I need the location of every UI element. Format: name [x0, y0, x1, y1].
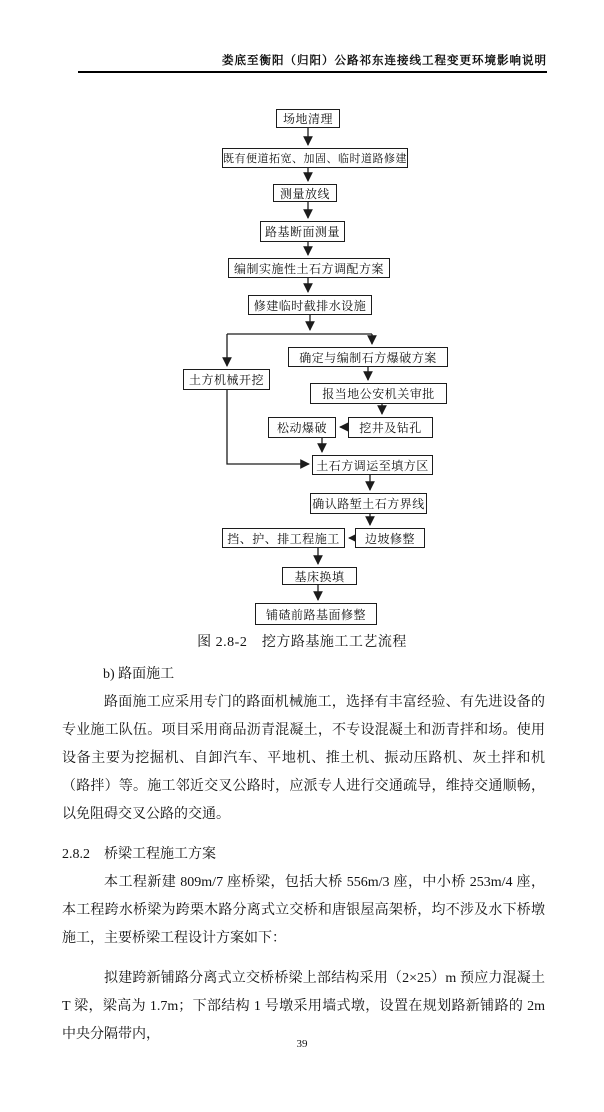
flow-step-access-road-widening: 既有便道拓宽、加固、临时道路修建	[222, 148, 408, 168]
flow-step-slope-trimming: 边坡修整	[355, 528, 425, 548]
paragraph-bridge-design: 拟建跨新铺路分离式立交桥桥梁上部结构采用（2×25）m 预应力混凝土 T 梁，梁高为 1.7m；下部结构 1 号墩采用墙式墩，设置在规划路新铺路的 2m 中央分隔带内，	[62, 971, 545, 1042]
flow-step-temp-drainage-works: 修建临时截排水设施	[248, 295, 372, 315]
section-heading-pavement: b) 路面施工	[103, 667, 175, 682]
page-number: 39	[296, 1038, 308, 1050]
figure-caption: 图 2.8-2 挖方路基施工工艺流程	[197, 635, 407, 650]
flow-step-earthwork-hauling: 土石方调运至填方区	[312, 455, 433, 475]
flow-step-pre-ballast-surface-trim: 铺碴前路基面修整	[255, 603, 377, 625]
document-header-title: 娄底至衡阳（归阳）公路祁东连接线工程变更环境影响说明	[222, 55, 547, 67]
flow-step-retaining-drainage-works: 挡、护、排工程施工	[222, 528, 345, 548]
flow-step-survey-layout: 测量放线	[273, 184, 337, 202]
flow-step-cutting-boundary-confirm: 确认路堑土石方界线	[310, 493, 427, 514]
flow-step-loosening-blast: 松动爆破	[268, 417, 336, 438]
paragraph-pavement-construction: 路面施工应采用专门的路面机械施工，选择有丰富经验、有先进设备的专业施工队伍。项目采用商品沥青混凝土，不专设混凝土和沥青拌和场。使用设备主要为挖掘机、自卸汽车、平地机、推土机、振动压路机、灰土拌和机（路拌）等。施工邻近交叉公路时，应派专人进行交通疏导，维持交通顺畅，以免阻碍交叉公路的交通。	[62, 695, 545, 822]
flow-step-subgrade-section-survey: 路基断面测量	[260, 221, 345, 242]
flow-step-well-drilling: 挖井及钻孔	[348, 417, 433, 438]
section-heading-bridge-works: 2.8.2 桥梁工程施工方案	[62, 847, 216, 862]
flow-step-mechanical-excavation: 土方机械开挖	[183, 369, 270, 390]
paragraph-bridge-overview: 本工程新建 809m/7 座桥梁，包括大桥 556m/3 座，中小桥 253m/4 座，本工程跨水桥梁为跨栗木路分离式立交桥和唐银屋高架桥，均不涉及水下桥墩施工，主要桥梁工程设计方案如下：	[62, 875, 545, 946]
flow-step-police-approval: 报当地公安机关审批	[310, 383, 447, 404]
flow-step-blasting-plan: 确定与编制石方爆破方案	[288, 347, 448, 367]
flow-step-site-clearing: 场地清理	[276, 109, 340, 128]
flow-step-subgrade-bed-replacement: 基床换填	[282, 567, 357, 585]
flow-step-earthwork-allocation-plan: 编制实施性土石方调配方案	[228, 258, 390, 278]
body-text	[62, 661, 545, 1049]
